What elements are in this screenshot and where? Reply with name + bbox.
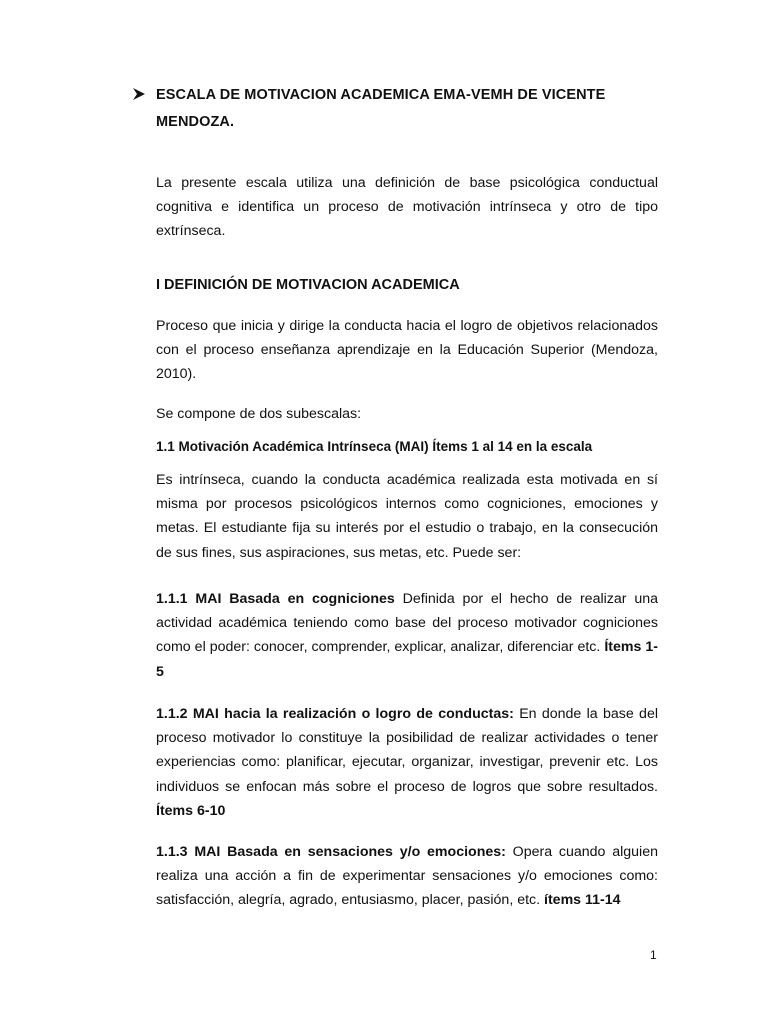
- item-1-1-1-paragraph: [156, 587, 658, 684]
- item-1-1-3-text: Opera cuando alguien realiza una acción a fin de experimentar sensaciones y/o emociones como: satisfacción, alegría, agrado, entusiasmo, placer, pasión, etc.: [156, 844, 658, 909]
- item-1-1-2-text: En donde la base del proceso motivador lo constituye la posibilidad de realizar actividades o tener experiencias como: planificar, ejecutar, organizar, investigar, prevenir etc. Los individuos se enfocan más sobre el proceso de logros que sobre resultados.: [156, 706, 658, 795]
- item-1-1-2-label: 1.1.2 MAI hacia la realización o logro de conductas:: [156, 706, 514, 722]
- item-1-1-1-label: 1.1.1 MAI Basada en cogniciones: [156, 591, 395, 607]
- mai-paragraph: Es intrínseca, cuando la conducta académica realizada esta motivada en sí misma por procesos psicológicos internos como cogniciones, emociones y metas. El estudiante fija su interés por el estudio o trabajo, en la consecución de sus fines, sus aspiraciones, sus metas, etc. Puede ser:: [156, 472, 658, 561]
- document-title: ESCALA DE MOTIVACION ACADEMICA EMA-VEMH DE VICENTE MENDOZA.: [156, 87, 606, 130]
- item-1-1-1-items: Ítems 1-5: [156, 639, 658, 680]
- item-1-1-2-paragraph: [156, 702, 658, 823]
- item-1-1-3-items: ítems 11-14: [544, 892, 621, 909]
- item-1-1-3-label: 1.1.3 MAI Basada en sensaciones y/o emociones:: [156, 844, 506, 860]
- subscales-intro: Se compone de dos subescalas:: [156, 406, 362, 422]
- item-1-1-2-items: Ítems 6-10: [156, 802, 226, 819]
- arrow-bullet-icon: [132, 87, 146, 101]
- item-1-1-1-text: Definida por el hecho de realizar una actividad académica teniendo como base del proceso motivador cogniciones como el poder: conocer, comprender, explicar, analizar, diferenciar etc.: [156, 591, 658, 656]
- definition-paragraph: Proceso que inicia y dirige la conducta hacia el logro de objetivos relacionados con el proceso enseñanza aprendizaje en la Educación Superior (Mendoza, 2010).: [156, 318, 658, 383]
- page-number: 1: [650, 948, 657, 962]
- subsection-heading-mai: 1.1 Motivación Académica Intrínseca (MAI) Ítems 1 al 14 en la escala: [156, 439, 593, 454]
- item-1-1-3-paragraph: [156, 840, 658, 913]
- section-heading-definition: I DEFINICIÓN DE MOTIVACION ACADEMICA: [156, 277, 460, 293]
- intro-paragraph: La presente escala utiliza una definición de base psicológica conductual cognitiva e identifica un proceso de motivación intrínseca y otro de tipo extrínseca.: [156, 175, 658, 240]
